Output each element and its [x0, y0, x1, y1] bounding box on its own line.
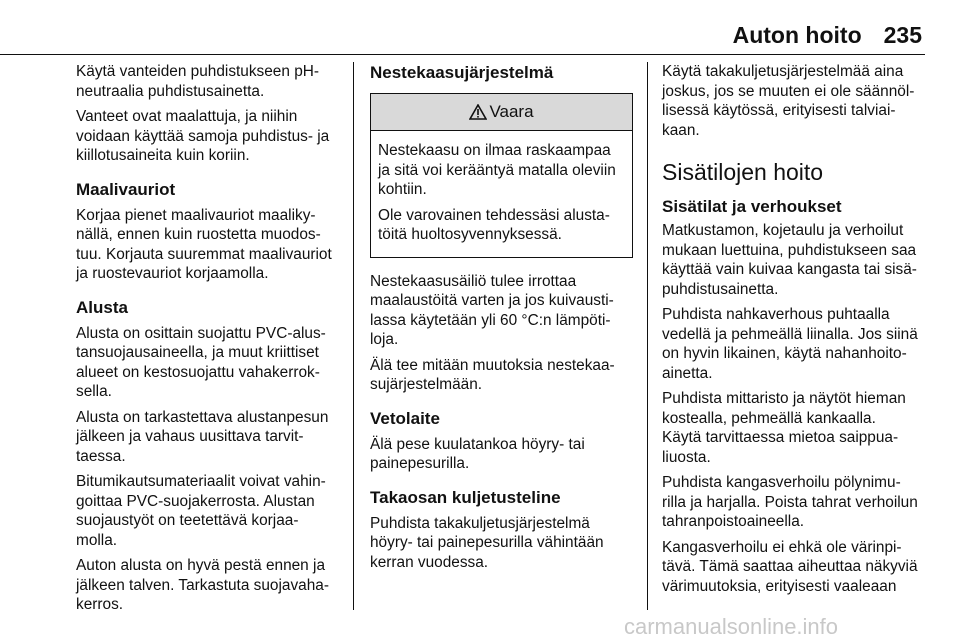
header-rule — [0, 54, 925, 55]
text-line: alueet on kestosuojattu vahakerrok- — [76, 363, 320, 381]
text-line: ja ruostevauriot korjaamolla. — [76, 265, 269, 282]
paragraph — [662, 62, 927, 140]
text-line: liuosta. — [662, 448, 711, 466]
text-line: Alusta on tarkastettava alustanpesun — [76, 408, 329, 426]
page-number: 235 — [883, 22, 922, 48]
column-middle — [370, 62, 633, 578]
warning-header — [371, 94, 632, 131]
text-line: tävä. Tämä saattaa aiheuttaa näkyviä — [662, 558, 918, 575]
text-line: joskus, jos se muuten ei ole säännöl- — [662, 82, 915, 100]
paragraph — [370, 435, 633, 474]
paragraph — [76, 472, 342, 550]
text-line: Käytä vanteiden puhdistukseen pH- — [76, 63, 319, 80]
paragraph — [76, 206, 342, 284]
text-line: Puhdista takakuljetusjärjestelmä — [370, 514, 590, 532]
heading-takaosan-kuljetusteline: Takaosan kuljetusteline — [370, 487, 561, 507]
warning-title: Vaara — [489, 102, 534, 122]
text-line: Bitumikautsumateriaalit voivat vahin- — [76, 473, 326, 490]
text-line: Korjaa pienet maalivauriot maaliky- — [76, 206, 316, 224]
text-line: Nestekaasu on ilmaa raskaampaa — [378, 142, 611, 159]
text-line: nällä, ennen kuin ruostetta muodos- — [76, 226, 321, 243]
paragraph — [662, 473, 927, 532]
text-line: jälkeen talven. Tarkastuta suojavaha- — [76, 576, 329, 594]
text-line: Käytä takakuljetusjärjestelmää aina — [662, 63, 904, 80]
paragraph — [76, 107, 342, 166]
text-line: vedellä ja pehmeällä liinalla. Jos siinä — [662, 325, 918, 343]
paragraph — [662, 305, 927, 383]
text-line: Ole varovainen tehdessäsi alusta- — [378, 206, 610, 224]
text-line: rilla ja harjalla. Poista tahrat verhoilun — [662, 493, 918, 511]
paragraph — [370, 356, 633, 395]
text-line: tuu. Korjauta suuremmat maalivauriot — [76, 245, 332, 263]
text-line: Nestekaasusäiliö tulee irrottaa — [370, 272, 577, 290]
text-line: lisessä käytössä, erityisesti talviai- — [662, 102, 896, 119]
text-line: Puhdista mittaristo ja näytöt hieman — [662, 390, 906, 407]
paragraph — [76, 324, 342, 402]
paragraph — [76, 62, 342, 101]
text-line: Kangasverhoilu ei ehkä ole värinpi- — [662, 538, 902, 556]
watermark: carmanualsonline.info — [624, 614, 839, 639]
text-line: jälkeen ja vahaus uusittava tarvit- — [76, 428, 304, 445]
text-line: loja. — [370, 331, 399, 348]
page-header — [733, 22, 922, 49]
text-line: Auton alusta on hyvä pestä ennen ja — [76, 557, 326, 574]
text-line: maalaustöitä varten ja jos kuivausti- — [370, 292, 614, 309]
text-line: Matkustamon, kojetaulu ja verhoilut — [662, 222, 904, 239]
text-line: taessa. — [76, 447, 126, 465]
text-line: kerros. — [76, 596, 124, 613]
text-line: töitä huoltosyvennyksessä. — [378, 226, 562, 243]
text-line: voidaan käyttää samoja puhdistus- ja — [76, 127, 330, 145]
column-divider — [647, 62, 648, 610]
warning-body — [371, 131, 632, 257]
text-line: värimuutoksia, erityisesti vaaleaan — [662, 577, 897, 595]
heading-vetolaite: Vetolaite — [370, 408, 440, 428]
paragraph — [662, 389, 927, 467]
text-line: Vanteet ovat maalattuja, ja niihin — [76, 108, 298, 125]
paragraph — [378, 206, 626, 245]
text-line: goittaa PVC-suojakerrosta. Alustan — [76, 492, 315, 510]
text-line: höyry- tai painepesurilla vähintään — [370, 534, 604, 551]
column-divider — [353, 62, 354, 610]
text-line: tansuojausaineella, ja muut kriittiset — [76, 344, 319, 361]
heading-maalivauriot: Maalivauriot — [76, 179, 176, 199]
paragraph — [370, 272, 633, 350]
text-line: on hyvin likainen, käytä nahanhoito- — [662, 345, 907, 362]
text-line: suojaustyöt on teetettävä korjaa- — [76, 512, 299, 529]
text-line: painepesurilla. — [370, 455, 470, 472]
text-line: Puhdista nahkaverhous puhtaalla — [662, 306, 890, 323]
text-line: puhdistusainetta. — [662, 280, 779, 298]
column-left — [76, 62, 342, 621]
text-line: ainetta. — [662, 364, 713, 382]
text-line: lassa käytetään yli 60 °C:n lämpöti- — [370, 311, 611, 329]
text-line: neutraalia puhdistusainetta. — [76, 82, 265, 100]
text-line: käyttää vain kuivaa kangasta tai sisä- — [662, 261, 917, 278]
text-line: Älä pese kuulatankoa höyry- tai — [370, 435, 585, 453]
text-line: Älä tee mitään muutoksia nestekaa- — [370, 356, 615, 374]
text-line: Alusta on osittain suojattu PVC-alus- — [76, 324, 326, 342]
paragraph — [378, 141, 626, 200]
heading-nestekaasujarjestelma: Nestekaasujärjestelmä — [370, 63, 554, 82]
text-line: kiillotusaineita kuin koriin. — [76, 147, 250, 164]
text-line: Käytä tarvittaessa mietoa saippua- — [662, 429, 899, 446]
text-line: molla. — [76, 531, 118, 549]
column-right — [662, 62, 927, 602]
heading-sisatilat-ja-verhoukset: Sisätilat ja verhoukset — [662, 197, 842, 216]
heading-sisatilojen-hoito: Sisätilojen hoito — [662, 159, 824, 185]
text-line: mukaan luettuina, puhdistukseen saa — [662, 241, 917, 259]
text-line: Puhdista kangasverhoilu pölynimu- — [662, 474, 901, 491]
warning-box — [370, 93, 633, 258]
paragraph — [370, 514, 633, 573]
text-line: sella. — [76, 383, 112, 400]
text-line: kohtiin. — [378, 181, 427, 198]
text-line: kostealla, pehmeällä kankaalla. — [662, 409, 876, 427]
text-line: ja sitä voi kerääntyä matalla oleviin — [378, 161, 616, 179]
warning-triangle-icon — [469, 104, 487, 120]
text-line: tahranpoistoaineella. — [662, 513, 805, 530]
heading-alusta: Alusta — [76, 297, 128, 317]
paragraph — [76, 556, 342, 615]
paragraph — [76, 408, 342, 467]
paragraph — [662, 221, 927, 299]
section-title: Auton hoito — [732, 22, 862, 48]
text-line: kerran vuodessa. — [370, 553, 489, 571]
text-line: kaan. — [662, 121, 700, 139]
paragraph — [662, 538, 927, 597]
text-line: sujärjestelmään. — [370, 376, 483, 393]
